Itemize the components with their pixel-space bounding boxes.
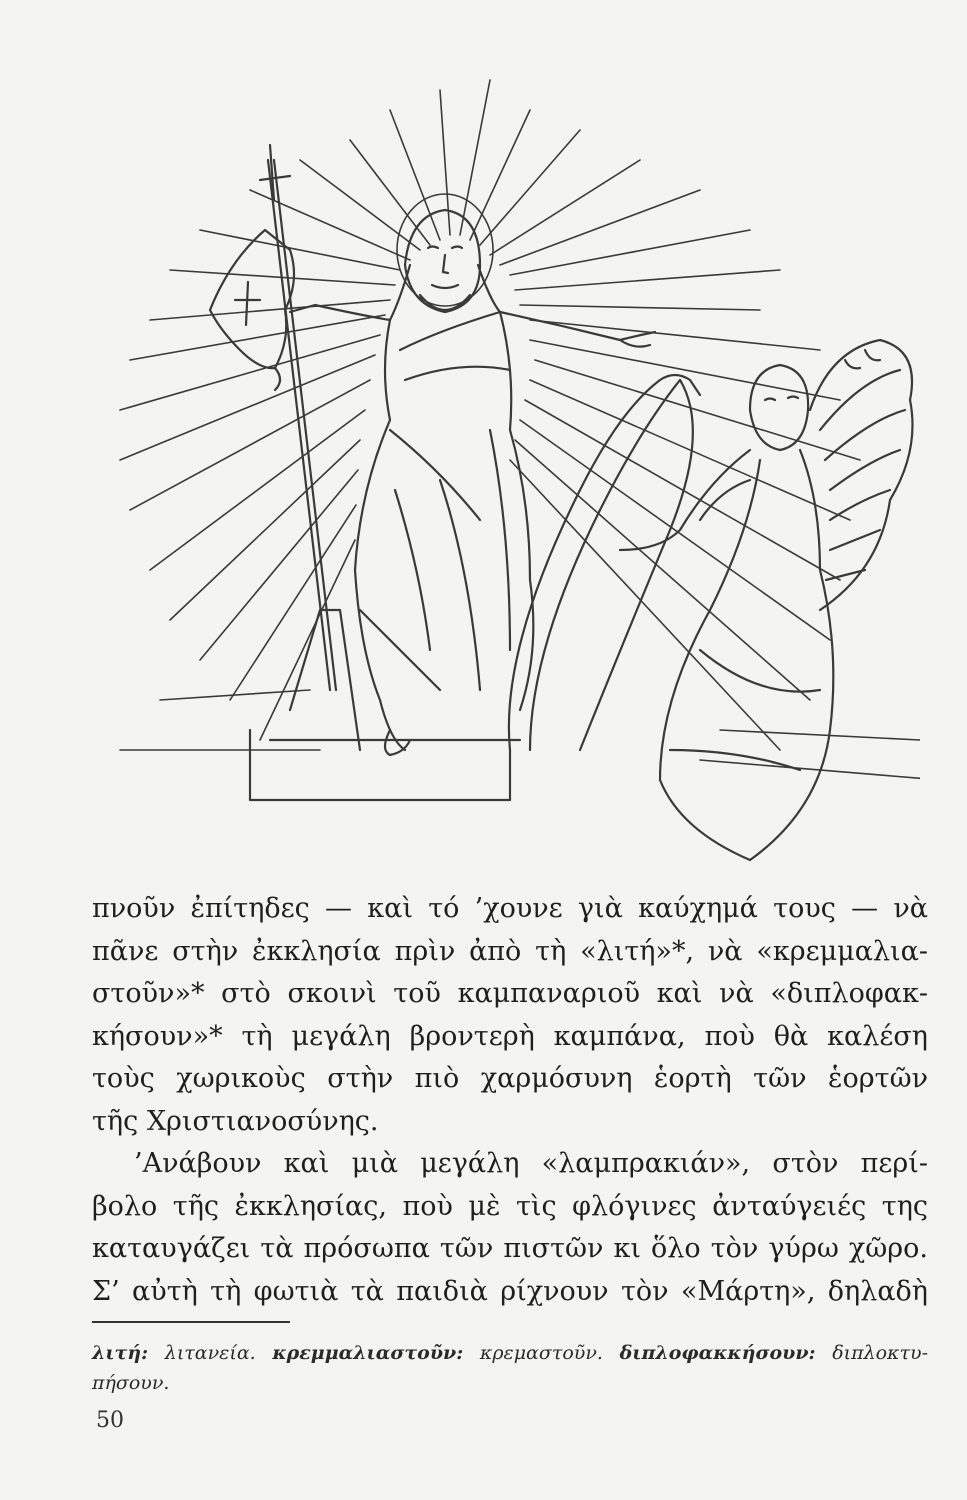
body-line: στοῦν»* στὸ σκοινὶ τοῦ καμπαναριοῦ καὶ νὰ «διπλοφακ- [92, 978, 928, 1009]
page-number: 50 [96, 1408, 124, 1433]
light-rays [120, 80, 920, 780]
body-line: καταυγάζει τὰ πρόσωπα τῶν πιστῶν κι ὅλο τὸν γύρω χῶρο. [92, 1233, 928, 1264]
banner-staff [210, 145, 336, 690]
footnote-term: λιτή: [92, 1342, 149, 1364]
footnote-definition: πήσουν. [92, 1372, 170, 1394]
footnote-line [92, 1368, 928, 1398]
body-line: πᾶνε στὴν ἐκκλησία πρὶν ἀπὸ τὴ «λιτή»*, νὰ «κρεμμαλια- [92, 935, 928, 967]
footnote-definition: λιτανεία. [164, 1342, 256, 1364]
body-line: κήσουν»* τὴ μεγάλη βροντερὴ καμπάνα, ποὺ θὰ καλέση [92, 1020, 928, 1052]
body-line: τῆς Χριστιανοσύνης. [92, 1105, 379, 1137]
footnote-term: διπλοφακκήσουν: [619, 1342, 816, 1364]
body-line: πνοῦν ἐπίτηδες — καὶ τό ’χουνε γιὰ καύχημά τους — νὰ [92, 893, 928, 924]
angel [620, 340, 913, 860]
footnote-line [92, 1338, 928, 1368]
footnote-term: κρεμμαλιαστοῦν: [272, 1342, 464, 1364]
footnote [92, 1338, 928, 1398]
footnote-definition: διπλοκτυ- [832, 1342, 929, 1364]
body-line: τοὺς χωρικοὺς στὴν πιὸ χαρμόσυνη ἑορτὴ τῶν ἑορτῶν [92, 1063, 928, 1094]
footnote-definition: κρεμαστοῦν. [479, 1342, 603, 1364]
body-line: βολο τῆς ἐκκλησίας, ποὺ μὲ τὶς φλόγινες ἀνταύγειές της [92, 1190, 928, 1222]
body-text [92, 888, 928, 1313]
christ-figure [290, 210, 655, 755]
body-line: ’Ανάβουν καὶ μιὰ μεγάλη «λαμπρακιάν», στὸν περί- [134, 1148, 928, 1179]
body-line: Σ’ αὐτὴ τὴ φωτιὰ τὰ παιδιὰ ρίχνουν τὸν «Μάρτη», δηλαδὴ [92, 1275, 928, 1307]
footnote-separator [92, 1321, 290, 1323]
resurrection-illustration [60, 50, 920, 880]
